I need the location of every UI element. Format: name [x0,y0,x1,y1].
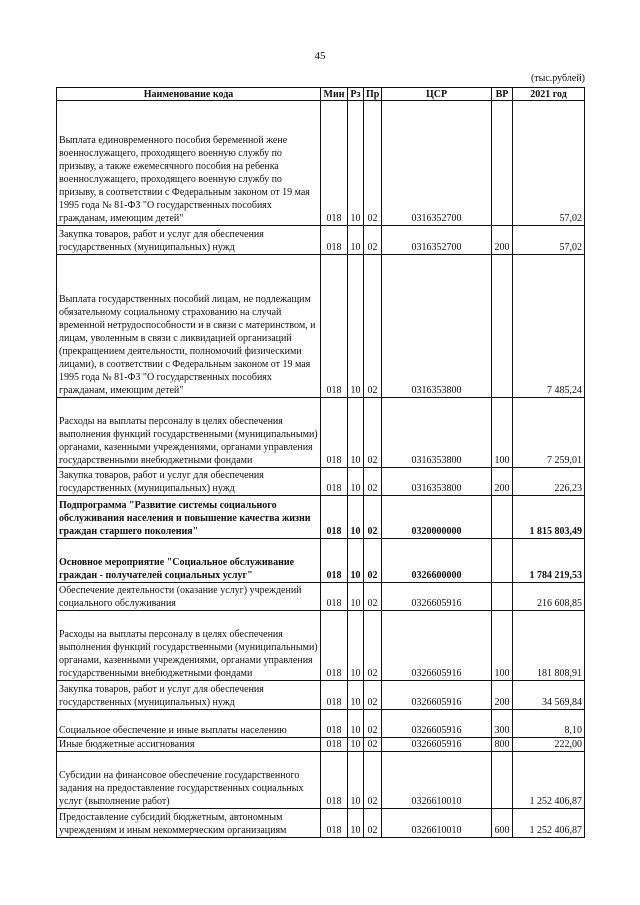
header-min: Мин [321,88,348,101]
row-min: 018 [321,738,348,752]
row-sum: 226,23 [513,468,585,496]
row-sum: 216 608,85 [513,583,585,611]
row-rz: 10 [348,710,364,738]
row-name: Основное мероприятие "Социальное обслуживание граждан - получателей социальных услуг" [57,539,321,583]
row-min: 018 [321,681,348,710]
row-csr: 0326610010 [382,809,492,838]
row-csr: 0326605916 [382,710,492,738]
table-row [57,611,585,681]
table-row [57,752,585,809]
row-name: Обеспечение деятельности (оказание услуг) учреждений социального обслуживания [57,583,321,611]
row-min: 018 [321,101,348,226]
table-row [57,496,585,539]
row-sum: 8,10 [513,710,585,738]
row-name: Субсидии на финансовое обеспечение государственного задания на предоставление государственных социальных услуг (выполнение работ) [57,752,321,809]
header-name: Наименование кода [57,88,321,101]
row-pr: 02 [364,539,382,583]
row-vr [492,101,513,226]
row-sum: 222,00 [513,738,585,752]
row-csr: 0326600000 [382,539,492,583]
table-row [57,539,585,583]
row-min: 018 [321,752,348,809]
row-pr: 02 [364,738,382,752]
row-pr: 02 [364,101,382,226]
row-name: Закупка товаров, работ и услуг для обеспечения государственных (муниципальных) нужд [57,226,321,255]
row-pr: 02 [364,468,382,496]
row-min: 018 [321,809,348,838]
table-row [57,681,585,710]
row-min: 018 [321,583,348,611]
row-csr: 0316353800 [382,398,492,468]
units-label: (тыс.рублей) [530,73,585,84]
row-sum: 181 808,91 [513,611,585,681]
row-rz: 10 [348,611,364,681]
row-name: Закупка товаров, работ и услуг для обеспечения государственных (муниципальных) нужд [57,468,321,496]
row-vr: 200 [492,468,513,496]
row-sum: 7 259,01 [513,398,585,468]
row-sum: 1 252 406,87 [513,752,585,809]
row-csr: 0326605916 [382,611,492,681]
row-min: 018 [321,468,348,496]
row-vr [492,539,513,583]
row-rz: 10 [348,468,364,496]
row-pr: 02 [364,226,382,255]
row-pr: 02 [364,496,382,539]
row-vr: 600 [492,809,513,838]
table-row [57,583,585,611]
row-rz: 10 [348,738,364,752]
row-csr: 0316353800 [382,255,492,398]
table-row [57,255,585,398]
row-csr: 0316352700 [382,101,492,226]
row-pr: 02 [364,611,382,681]
row-min: 018 [321,226,348,255]
row-rz: 10 [348,101,364,226]
row-vr [492,255,513,398]
row-csr: 0316352700 [382,226,492,255]
row-min: 018 [321,710,348,738]
row-vr: 100 [492,398,513,468]
table-row [57,226,585,255]
row-rz: 10 [348,539,364,583]
row-name: Выплата государственных пособий лицам, не подлежащим обязательному социальному страхованию на случай временной нетрудоспособности и в связи с материнством, и лицам, уволенным в связи с ликвидацией организаций (прекращением деятельности, полномочий физическими лицами), в соответствии с Федеральным законом от 19 мая 1995 года № 81-ФЗ "О государственных пособиях гражданам, имеющим детей" [57,255,321,398]
row-rz: 10 [348,583,364,611]
row-pr: 02 [364,583,382,611]
row-rz: 10 [348,398,364,468]
header-csr: ЦСР [382,88,492,101]
row-sum: 34 569,84 [513,681,585,710]
row-pr: 02 [364,752,382,809]
page-number: 45 [314,50,326,62]
row-csr: 0326605916 [382,738,492,752]
row-vr [492,752,513,809]
header-rz: Рз [348,88,364,101]
row-name: Закупка товаров, работ и услуг для обеспечения государственных (муниципальных) нужд [57,681,321,710]
row-sum: 57,02 [513,101,585,226]
row-sum: 57,02 [513,226,585,255]
row-vr: 200 [492,226,513,255]
row-name: Выплата единовременного пособия беременной жене военнослужащего, проходящего военную службу по призыву, а также ежемесячного пособия на ребенка военнослужащего, проходящего военную службу по призыву, в соответствии с Федеральным законом от 19 мая 1995 года № 81-ФЗ "О государственных пособиях гражданам, имеющим детей" [57,101,321,226]
row-pr: 02 [364,255,382,398]
table-row [57,710,585,738]
header-sum: 2021 год [513,88,585,101]
row-rz: 10 [348,681,364,710]
table-row [57,738,585,752]
table-row [57,101,585,226]
row-rz: 10 [348,226,364,255]
header-vr: ВР [492,88,513,101]
row-name: Предоставление субсидий бюджетным, автономным учреждениям и иным некоммерческим организациям [57,809,321,838]
table-row [57,809,585,838]
row-csr: 0326610010 [382,752,492,809]
row-csr: 0316353800 [382,468,492,496]
row-vr [492,496,513,539]
row-sum: 7 485,24 [513,255,585,398]
budget-table [56,87,585,838]
row-csr: 0320000000 [382,496,492,539]
row-min: 018 [321,398,348,468]
row-rz: 10 [348,255,364,398]
row-sum: 1 815 803,49 [513,496,585,539]
table-header-row [57,88,585,101]
row-csr: 0326605916 [382,681,492,710]
row-sum: 1 252 406,87 [513,809,585,838]
row-rz: 10 [348,752,364,809]
row-name: Социальное обеспечение и иные выплаты населению [57,710,321,738]
table-row [57,398,585,468]
row-name: Подпрограмма "Развитие системы социального обслуживания населения и повышение качества жизни граждан старшего поколения" [57,496,321,539]
row-pr: 02 [364,681,382,710]
row-name: Расходы на выплаты персоналу в целях обеспечения выполнения функций государственными (муниципальными) органами, казенными учреждениями, органами управления государственными внебюджетными фондами [57,398,321,468]
row-name: Иные бюджетные ассигнования [57,738,321,752]
row-rz: 10 [348,496,364,539]
table-row [57,468,585,496]
row-min: 018 [321,255,348,398]
row-csr: 0326605916 [382,583,492,611]
row-vr: 100 [492,611,513,681]
header-pr: Пр [364,88,382,101]
row-pr: 02 [364,398,382,468]
row-name: Расходы на выплаты персоналу в целях обеспечения выполнения функций государственными (муниципальными) органами, казенными учреждениями, органами управления государственными внебюджетными фондами [57,611,321,681]
row-pr: 02 [364,809,382,838]
row-pr: 02 [364,710,382,738]
row-vr: 200 [492,681,513,710]
row-vr: 800 [492,738,513,752]
row-vr [492,583,513,611]
row-vr: 300 [492,710,513,738]
row-sum: 1 784 219,53 [513,539,585,583]
row-rz: 10 [348,809,364,838]
row-min: 018 [321,611,348,681]
row-min: 018 [321,539,348,583]
row-min: 018 [321,496,348,539]
